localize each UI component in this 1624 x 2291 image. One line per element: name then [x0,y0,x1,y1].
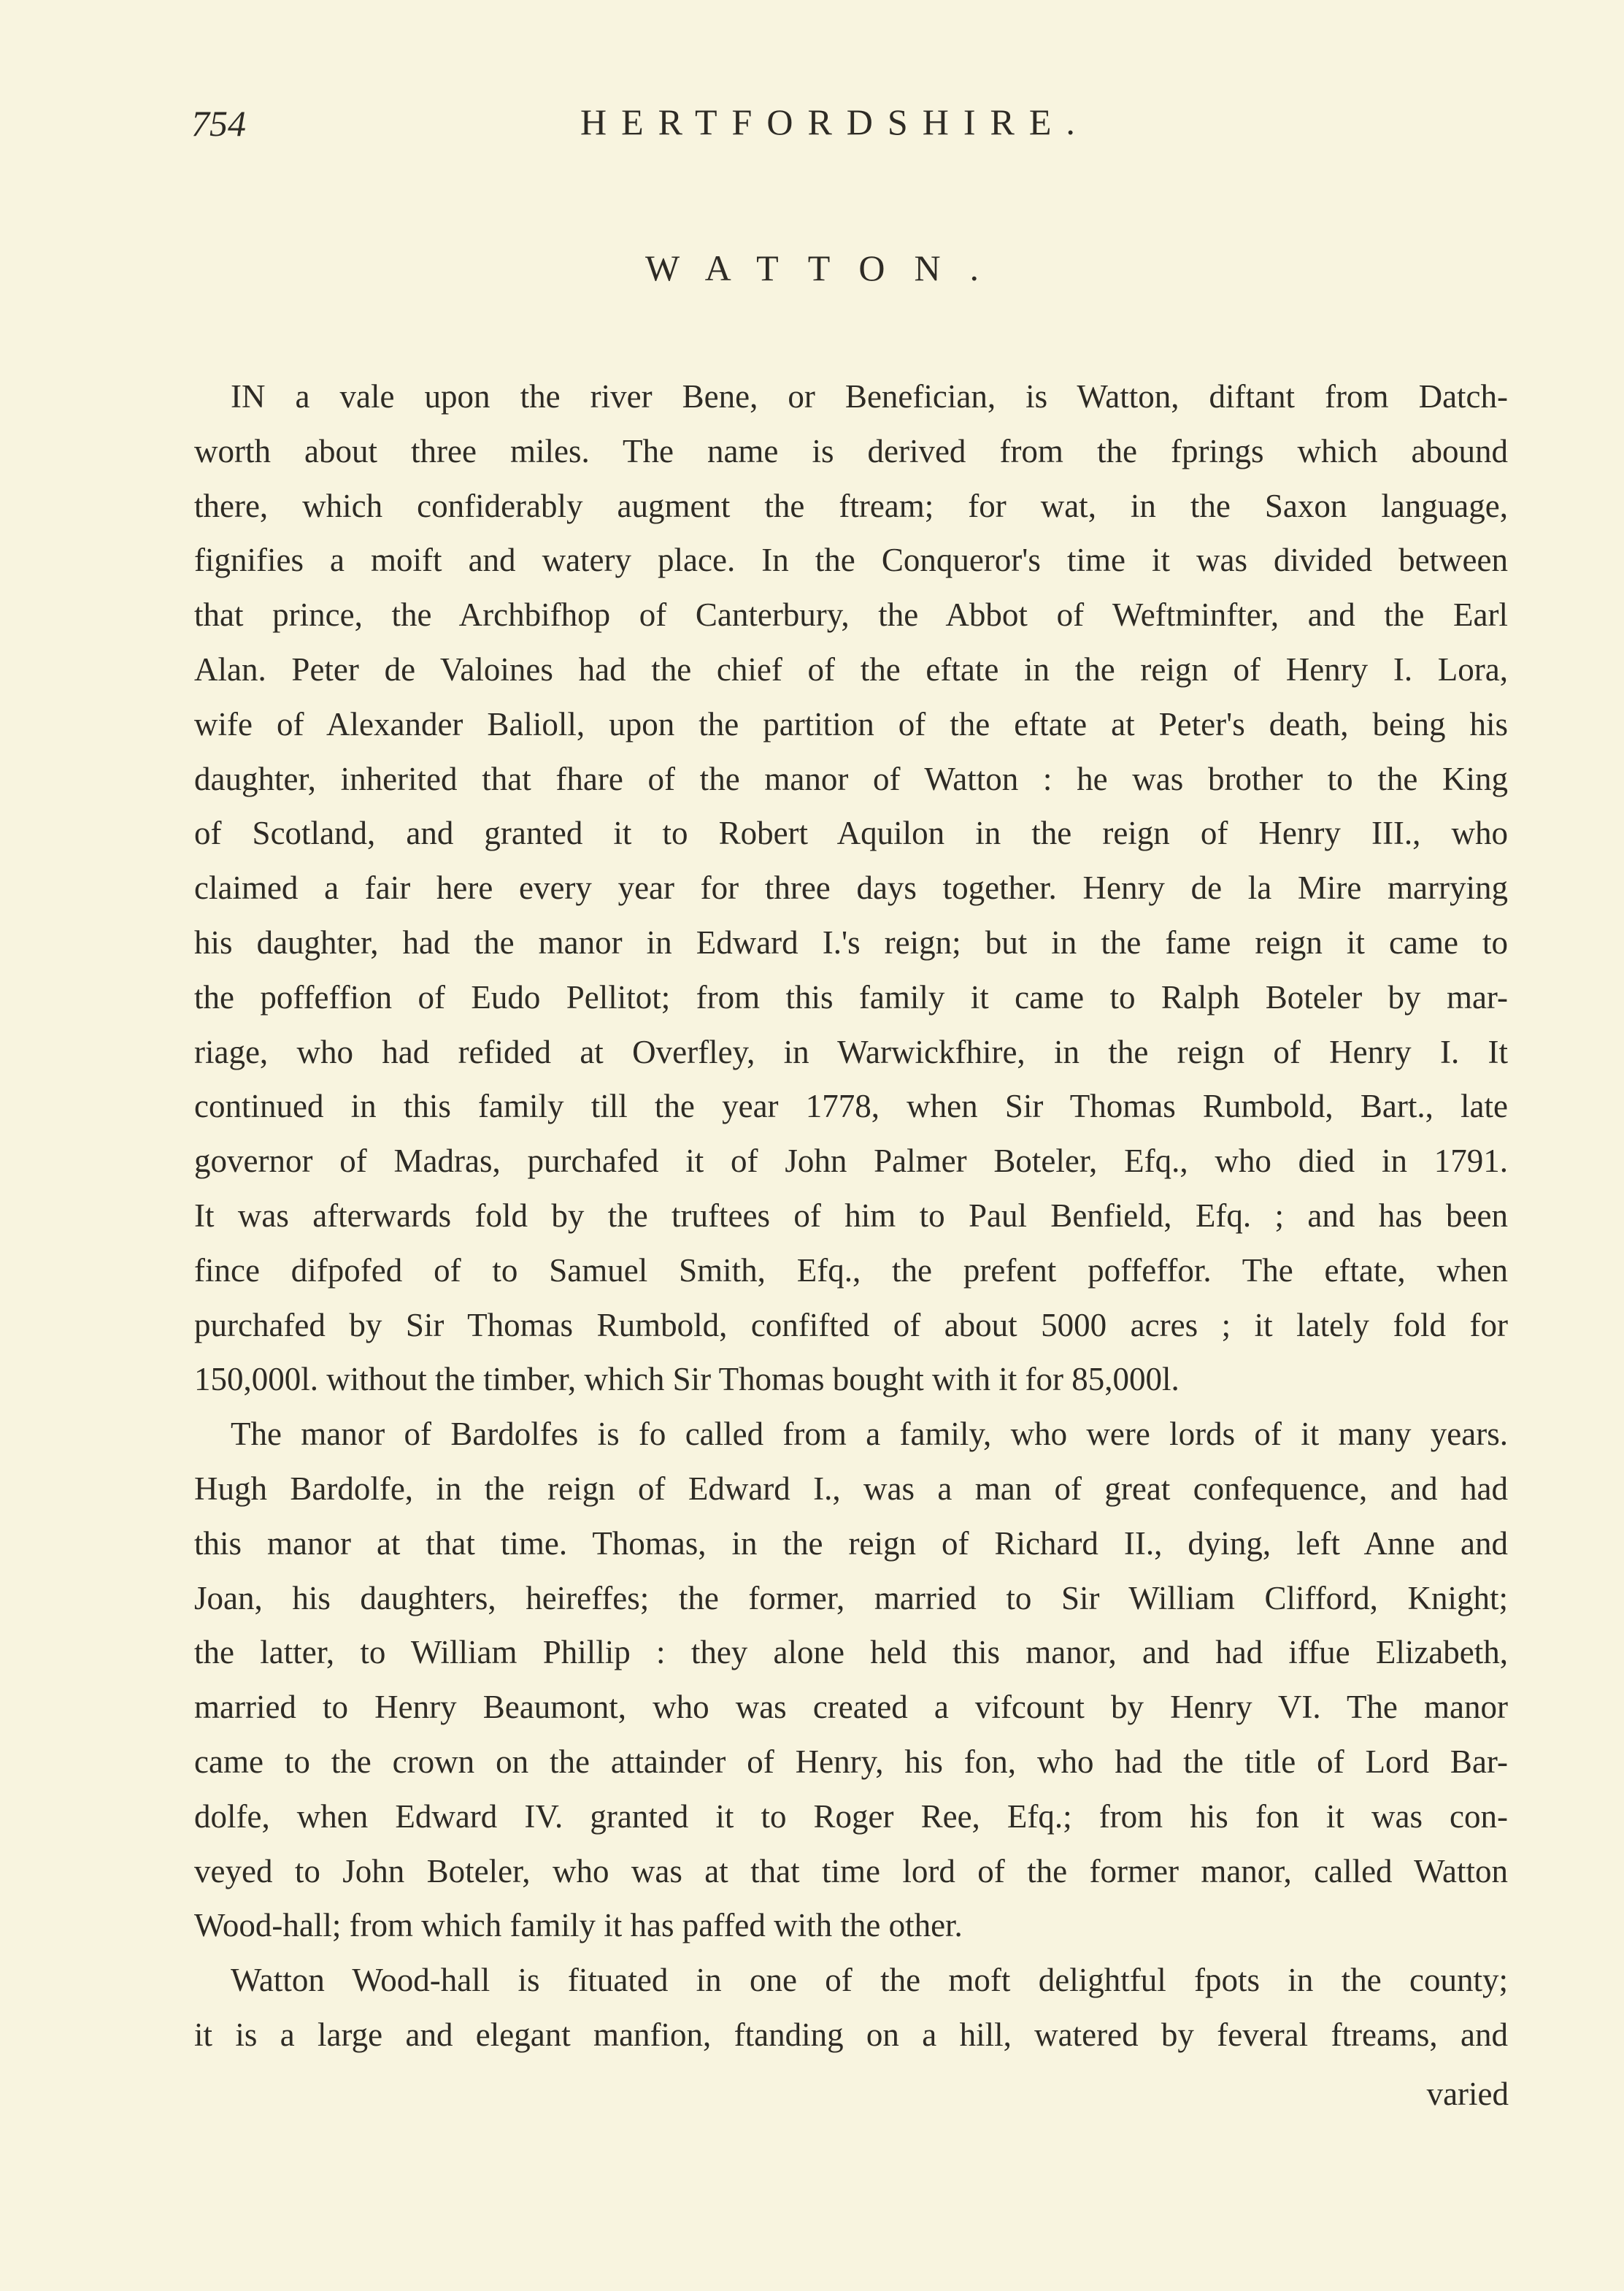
text-line: claimed a fair here every year for three days together. Henry de la Mire marrying [194,870,1508,907]
text-line: there, which confiderably augment the ftream; for wat, in the Saxon language, [194,487,1508,524]
text-line: riage, who had refided at Overfley, in Warwickfhire, in the reign of Henry I. It [194,1033,1508,1070]
text-line: daughter, inherited that fhare of the manor of Watton : he was brother to the King [194,760,1508,797]
text-line: Watton Wood-hall is fituated in one of the moft delightful fpots in the county; [231,1962,1508,1999]
text-line: veyed to John Boteler, who was at that time lord of the former manor, called Watton [194,1852,1508,1889]
text-line: this manor at that time. Thomas, in the reign of Richard II., dying, left Anne and [194,1524,1508,1562]
text-line: 150,000l. without the timber, which Sir Thomas bought with it for 85,000l. [194,1361,1179,1398]
text-line: Alan. Peter de Valoines had the chief of the eftate in the reign of Henry I. Lora, [194,651,1508,688]
text-line: continued in this family till the year 1778, when Sir Thomas Rumbold, Bart., late [194,1088,1508,1125]
text-line: fince difpofed of to Samuel Smith, Efq., the prefent poffeffor. The eftate, when [194,1251,1508,1289]
text-line: Hugh Bardolfe, in the reign of Edward I., was a man of great confequence, and had [194,1470,1508,1507]
text-line: of Scotland, and granted it to Robert Aquilon in the reign of Henry III., who [194,815,1508,852]
text-line: married to Henry Beaumont, who was created a vifcount by Henry VI. The manor [194,1689,1508,1726]
text-line: Wood-hall; from which family it has paffed with the other. [194,1907,963,1944]
text-line: wife of Alexander Balioll, upon the partition of the eftate at Peter's death, being his [194,705,1508,742]
text-line: IN a vale upon the river Bene, or Benefician, is Watton, diftant from Datch- [231,378,1508,415]
text-line: it is a large and elegant manfion, ftanding on a hill, watered by feveral ftreams, and [194,2016,1508,2053]
text-line: fignifies a moift and watery place. In the Conqueror's time it was divided between [194,542,1508,579]
text-line: purchafed by Sir Thomas Rumbold, confifted of about 5000 acres ; it lately fold for [194,1306,1508,1343]
text-line: worth about three miles. The name is derived from the fprings which abound [194,432,1508,469]
paragraph [194,1407,1508,1953]
text-line: The manor of Bardolfes is fo called from a family, who were lords of it many years. [231,1416,1508,1453]
paragraph [194,1953,1508,2062]
text-line: that prince, the Archbifhop of Canterbury, the Abbot of Weftminfter, and the Earl [194,596,1508,634]
text-line: the poffeffion of Eudo Pellitot; from this family it came to Ralph Boteler by mar- [194,978,1508,1016]
running-title: HERTFORDSHIRE. [580,101,1090,142]
catchword: varied [1426,2076,1509,2112]
text-line: dolfe, when Edward IV. granted it to Roger Ree, Efq.; from his fon it was con- [194,1797,1508,1835]
text-line: his daughter, had the manor in Edward I.'s reign; but in the fame reign it came to [194,924,1508,961]
paragraph [194,369,1508,1407]
text-line: Joan, his daughters, heireffes; the former, married to Sir William Clifford, Knight; [194,1579,1508,1616]
body-text [194,369,1508,2062]
text-line: governor of Madras, purchafed it of John Palmer Boteler, Efq., who died in 1791. [194,1143,1508,1180]
text-line: the latter, to William Phillip : they alone held this manor, and had iffue Elizabeth, [194,1634,1508,1671]
page-number: 754 [191,103,246,144]
text-line: came to the crown on the attainder of Henry, his fon, who had the title of Lord Bar- [194,1743,1508,1780]
text-line: It was afterwards fold by the truftees of him to Paul Benfield, Efq. ; and has been [194,1197,1508,1234]
section-title: WATTON. [644,247,1009,288]
